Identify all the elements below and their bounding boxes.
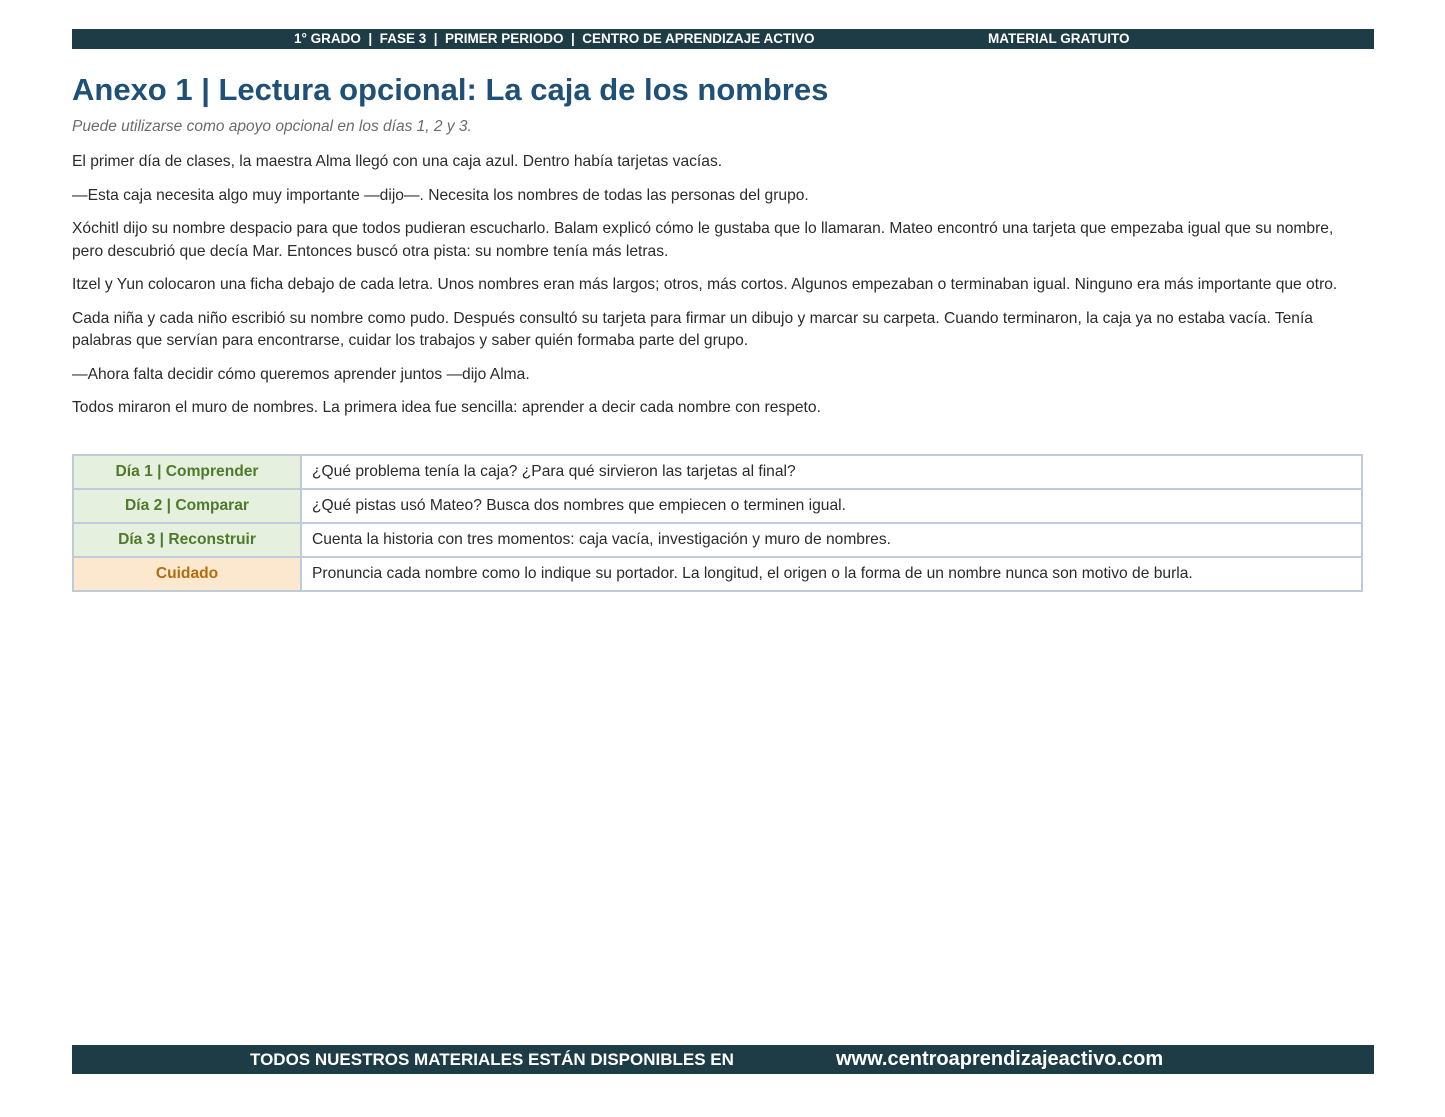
page-title: Anexo 1 | Lectura opcional: La caja de los nombres [72,72,829,107]
day-3-label: Día 3 | Reconstruir [73,523,301,557]
page-subtitle: Puede utilizarse como apoyo opcional en los días 1, 2 y 3. [72,118,472,135]
website-link[interactable]: www.centroaprendizajeactivo.com [836,1048,1164,1070]
paragraph: Cada niña y cada niño escribió su nombre como pudo. Después consultó su tarjeta para firmar un dibujo y marcar su carpeta. Cuando terminaron, la caja ya no estaba vacía. Tenía palabras que servían para encontrarse, cuidar los trabajos y saber quién formaba parte del grupo. [72,309,1313,349]
table-row [73,489,1362,523]
paragraph: Xóchitl dijo su nombre despacio para que todos pudieran escucharlo. Balam explicó cómo le gustaba que lo llamaran. Mateo encontró una tarjeta que empezaba igual que su nombre, pero descubrió que decía Mar. Entonces buscó otra pista: su nombre tenía más letras. [72,220,1334,260]
day-1-text: ¿Qué problema tenía la caja? ¿Para qué sirvieron las tarjetas al final? [301,455,1362,489]
footer-text: TODOS NUESTROS MATERIALES ESTÁN DISPONIBLES EN [250,1050,734,1069]
day-2-label: Día 2 | Comparar [73,489,301,523]
reading-text [72,151,1362,431]
table-row [73,523,1362,557]
paragraph: El primer día de clases, la maestra Alma llegó con una caja azul. Dentro había tarjetas vacías. [72,153,723,170]
table-row [73,557,1362,591]
care-label: Cuidado [73,557,301,591]
day-1-label: Día 1 | Comprender [73,455,301,489]
care-text: Pronuncia cada nombre como lo indique su portador. La longitud, el origen o la forma de un nombre nunca son motivo de burla. [301,557,1362,591]
day-2-text: ¿Qué pistas usó Mateo? Busca dos nombres que empiecen o terminen igual. [301,489,1362,523]
header-info: 1° GRADO | FASE 3 | PRIMER PERIODO | CENTRO DE APRENDIZAJE ACTIVO [294,31,815,46]
paragraph: Itzel y Yun colocaron una ficha debajo de cada letra. Unos nombres eran más largos; otros, más cortos. Algunos empezaban o terminaban igual. Ninguno era más importante que otro. [72,276,1338,293]
header-bar [72,29,1374,49]
footer-bar [72,1045,1374,1074]
paragraph: Todos miraron el muro de nombres. La primera idea fue sencilla: aprender a decir cada nombre con respeto. [72,399,821,416]
paragraph: —Esta caja necesita algo muy importante —dijo—. Necesita los nombres de todas las personas del grupo. [72,186,809,204]
day-3-text: Cuenta la historia con tres momentos: caja vacía, investigación y muro de nombres. [301,523,1362,557]
activities-table [72,454,1363,592]
table-row [73,455,1362,489]
paragraph: —Ahora falta decidir cómo queremos aprender juntos —dijo Alma. [72,365,530,383]
header-free-material: MATERIAL GRATUITO [988,31,1130,46]
